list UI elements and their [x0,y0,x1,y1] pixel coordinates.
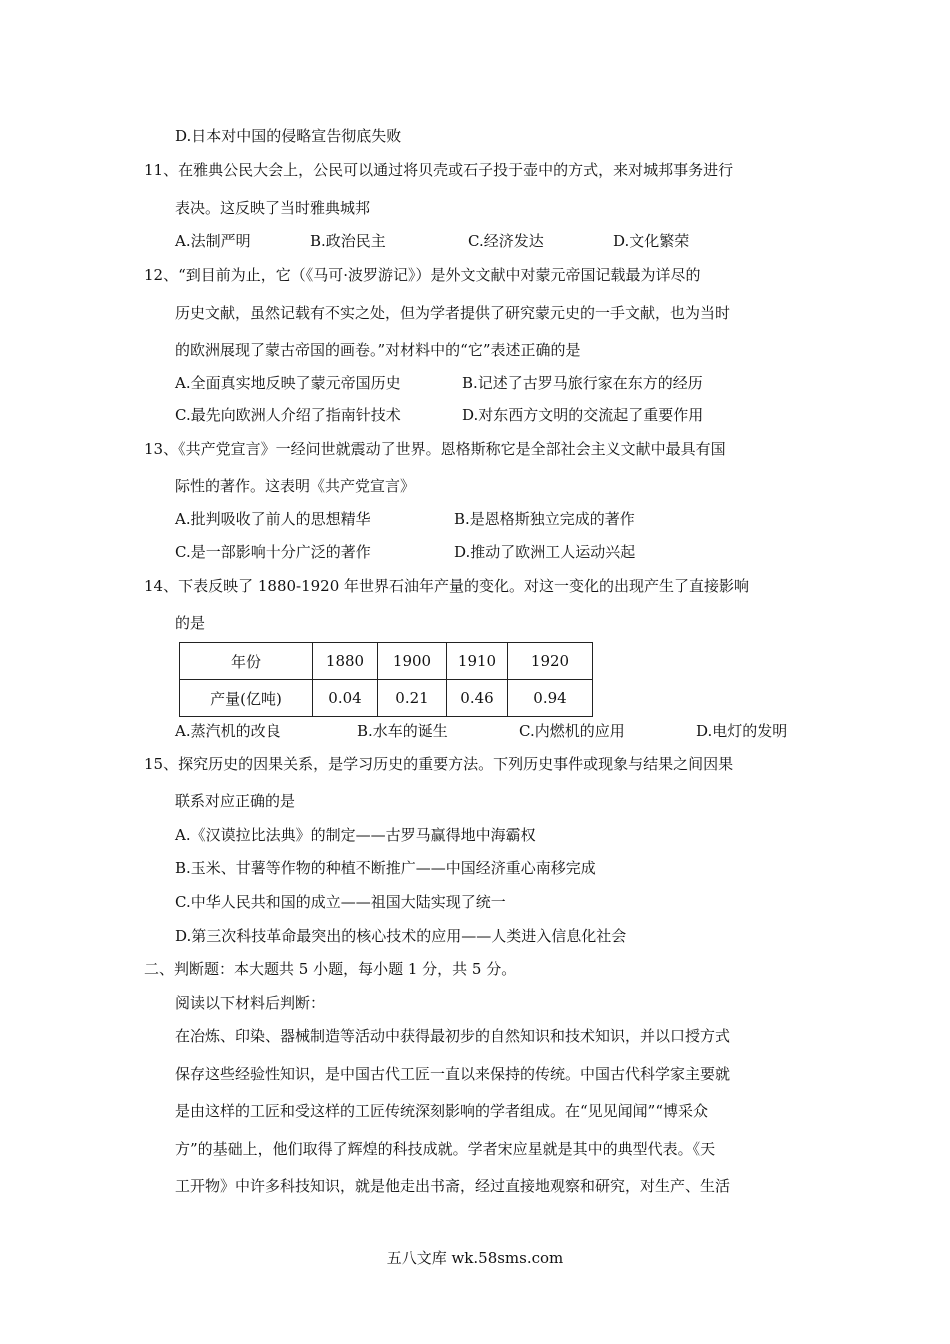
table-cell: 1880 [313,643,378,680]
q14-stem-line1: 14、下表反映了 1880-1920 年世界石油年产量的变化。对这一变化的出现产生了直接影响 [144,577,750,595]
table-cell: 1920 [508,643,593,680]
q11-option-a: A.法制严明 [175,232,251,250]
table-cell: 1900 [378,643,447,680]
q14-option-a: A.蒸汽机的改良 [175,722,281,740]
material-line-5: 工开物》中许多科技知识，就是他走出书斋，经过直接地观察和研究，对生产、生活 [175,1177,731,1195]
table-cell: 0.21 [378,680,447,717]
section2-heading: 二、判断题：本大题共 5 小题，每小题 1 分，共 5 分。 [144,960,517,978]
q12-option-b: B.记述了古罗马旅行家在东方的经历 [462,374,703,392]
oil-production-table [179,642,593,717]
q12-option-d: D.对东西方文明的交流起了重要作用 [462,406,704,424]
material-line-1: 在冶炼、印染、器械制造等活动中获得最初步的自然知识和技术知识，并以口授方式 [175,1027,731,1045]
q11-stem-line2: 表决。这反映了当时雅典城邦 [175,199,371,217]
table-cell: 0.94 [508,680,593,717]
footer-watermark: 五八文库 wk.58sms.com [386,1249,564,1267]
q15-option-d: D.第三次科技革命最突出的核心技术的应用——人类进入信息化社会 [175,927,627,945]
table-cell: 产量(亿吨) [180,680,313,717]
q12-stem-line2: 历史文献，虽然记载有不实之处，但为学者提供了研究蒙元史的一手文献，也为当时 [175,304,731,322]
q14-option-c: C.内燃机的应用 [519,722,625,740]
q12-stem-line3: 的欧洲展现了蒙古帝国的画卷。”对材料中的“它”表述正确的是 [175,341,581,359]
q15-stem-line2: 联系对应正确的是 [175,792,296,810]
q11-stem-line1: 11、在雅典公民大会上，公民可以通过将贝壳或石子投于壶中的方式，来对城邦事务进行 [144,161,734,179]
q13-option-c: C.是一部影响十分广泛的著作 [175,543,371,561]
q15-option-c: C.中华人民共和国的成立——祖国大陆实现了统一 [175,893,506,911]
table-row [180,680,593,717]
q12-stem-line1: 12、“到目前为止，它（《马可·波罗游记》）是外文文献中对蒙元帝国记载最为详尽的 [144,266,701,284]
q13-option-d: D.推动了欧洲工人运动兴起 [454,543,636,561]
table-cell: 0.04 [313,680,378,717]
q15-stem-line1: 15、探究历史的因果关系，是学习历史的重要方法。下列历史事件或现象与结果之间因果 [144,755,734,773]
q13-stem-line2: 际性的著作。这表明《共产党宣言》 [175,477,416,495]
q14-stem-line2: 的是 [175,614,206,632]
table-cell: 1910 [447,643,508,680]
q11-option-c: C.经济发达 [468,232,544,250]
q13-option-b: B.是恩格斯独立完成的著作 [454,510,635,528]
material-line-3: 是由这样的工匠和受这样的工匠传统深刻影响的学者组成。在“见见闻闻”“博采众 [175,1102,709,1120]
table-cell: 0.46 [447,680,508,717]
q15-option-b: B.玉米、甘薯等作物的种植不断推广——中国经济重心南移完成 [175,859,596,877]
material-line-4: 方”的基础上，他们取得了辉煌的科技成就。学者宋应星就是其中的典型代表。《天 [175,1140,716,1158]
q13-stem-line1: 13、《共产党宣言》一经问世就震动了世界。恩格斯称它是全部社会主义文献中最具有国 [144,440,726,458]
table-row [180,643,593,680]
q12-option-a: A.全面真实地反映了蒙元帝国历史 [175,374,401,392]
q13-option-a: A.批判吸收了前人的思想精华 [175,510,371,528]
q10-option-d: D.日本对中国的侵略宣告彻底失败 [175,127,402,145]
q15-option-a: A.《汉谟拉比法典》的制定——古罗马赢得地中海霸权 [175,826,536,844]
q14-option-b: B.水车的诞生 [357,722,448,740]
q14-option-d: D.电灯的发明 [696,722,788,740]
material-line-2: 保存这些经验性知识，是中国古代工匠一直以来保持的传统。中国古代科学家主要就 [175,1065,731,1083]
table-cell: 年份 [180,643,313,680]
q12-option-c: C.最先向欧洲人介绍了指南针技术 [175,406,401,424]
section2-intro: 阅读以下材料后判断： [175,994,326,1012]
q11-option-d: D.文化繁荣 [613,232,690,250]
q11-option-b: B.政治民主 [310,232,386,250]
